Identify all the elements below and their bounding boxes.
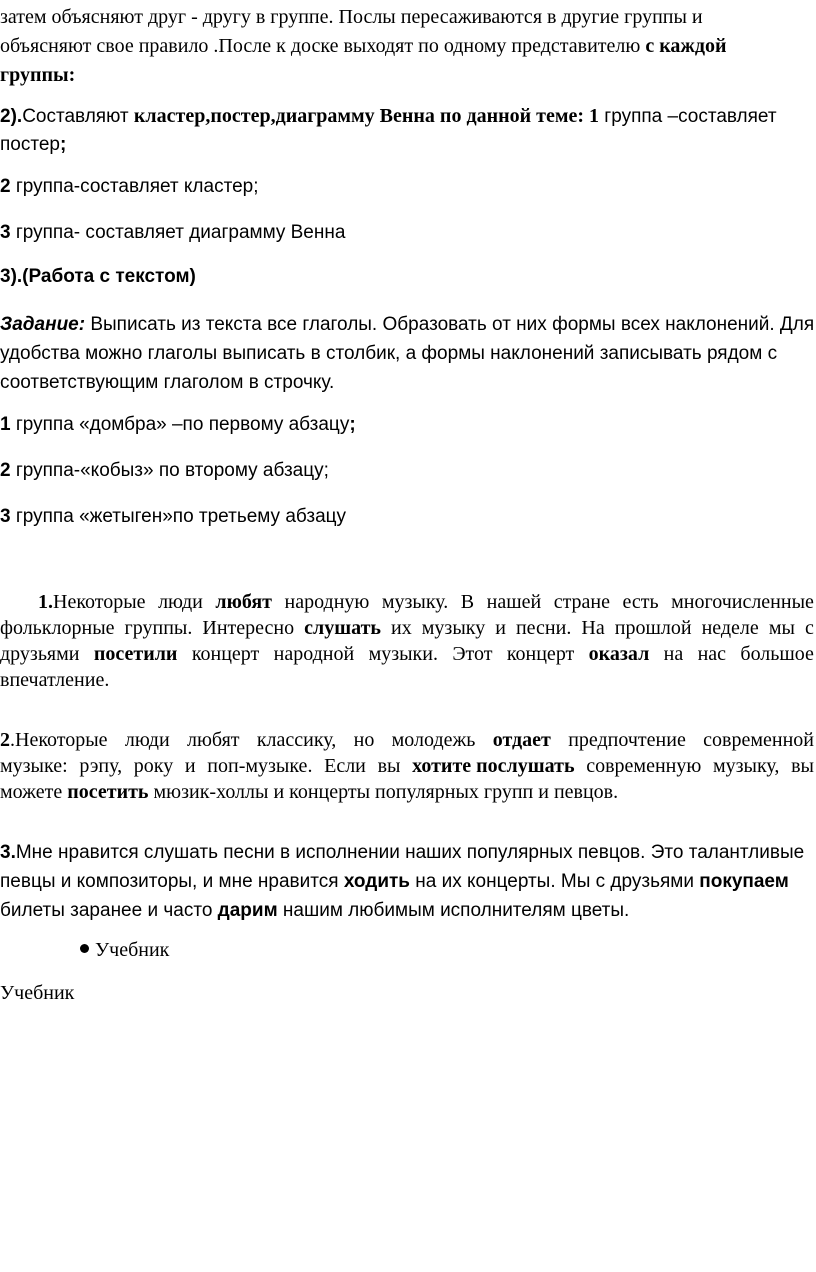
word: вы [377,755,401,777]
word: их [391,617,412,639]
task-line-3 [0,370,334,396]
word: Этот [452,643,493,665]
text: соответствующим глаголом в строчку. [0,372,335,393]
group3-line [0,220,345,246]
bold-text: ; [349,414,356,435]
word: на [663,643,684,665]
word: Если [324,755,366,777]
text: группа- составляет диаграмму Венна [10,222,346,243]
text: группа «жетыген»по третьему абзацу [10,506,347,527]
word: На [581,617,605,639]
text: мюзик-холлы и концерты популярных групп и певцов. [148,781,619,803]
word: мы [768,617,795,639]
word-bold: любят [215,591,273,613]
word: В [460,591,475,613]
task-line-2 [0,341,777,367]
word: современную [586,755,702,777]
word-bold: посетили [93,643,178,665]
word-bold: оказал [588,643,650,665]
bold-text: ходить [343,871,410,892]
word: поп-музыке. [207,755,313,777]
text: можете [0,781,68,803]
footer-text [0,980,74,1006]
word-bold: слушать [304,617,381,639]
word: Интересно [202,617,295,639]
para3-line-2 [0,869,789,895]
text: на их концерты. Мы с друзьями [410,871,700,892]
bold-text: посетить [67,781,149,803]
para3-line-3 [0,898,629,924]
task-group2 [0,458,329,484]
word: и [184,755,196,777]
word: нас [697,643,727,665]
word: большое [740,643,814,665]
group2-line [0,174,258,200]
step-number: 2). [0,106,23,127]
word: музыки. [368,643,438,665]
task-line-1 [0,312,814,338]
word: нашей [486,591,542,613]
para1-line-4 [0,667,109,693]
word: предпочтение [568,729,686,751]
word: друзьями [0,643,80,665]
group-number: 1 [0,414,11,435]
bold-text: дарим [217,900,278,921]
para2-line-2 [0,753,814,779]
text: Выписать из текста все глаголы. Образовать от них формы всех наклонений. Для [85,314,815,335]
text: удобства можно глаголы выписать в столбик, а формы наклонений записывать рядом с [0,343,778,364]
word: но [353,729,375,751]
word-bold: хотите послушать [412,755,575,777]
task-group1 [0,412,356,438]
para3-line-1 [0,840,804,866]
para1-line-1 [38,589,814,615]
intro-line-3 [0,62,75,88]
word: с [804,617,814,639]
word: концерт [506,643,575,665]
bold-text: с каждой [645,35,727,57]
group-number: 2 [0,176,11,197]
task-group3 [0,504,346,530]
word-bold: отдает [492,729,551,751]
word: 2.Некоторые [0,729,108,751]
bold-text: кластер, [133,105,211,127]
word: фольклорные [0,617,115,639]
bold-text: покупаем [699,871,789,892]
word: многочисленные [671,591,814,613]
para1-line-3 [0,641,814,667]
step2-line-1 [0,103,777,130]
word: стране [553,591,611,613]
text: Мне нравится слушать песни в исполнении наших популярных певцов. Это талантливые [15,842,805,863]
bold-text: группы: [0,64,76,86]
group-number: 2 [0,460,11,481]
word: музыку. [381,591,449,613]
word: молодежь [391,729,476,751]
text: Составляют [22,106,134,127]
bold-text: постер, [210,105,276,127]
para-number: 3. [0,842,16,863]
text: певцы и композиторы, и мне нравится [0,871,344,892]
word: неделе [701,617,759,639]
word: классику, [256,729,337,751]
word: прошлой [614,617,692,639]
word: року [133,755,174,777]
group-number: 3 [0,222,11,243]
text: впечатление. [0,669,110,691]
word: народной [273,643,355,665]
step3-title [0,264,196,290]
word: и [495,617,506,639]
word: любят [186,729,240,751]
word: музыке: [0,755,68,777]
word: концерт [191,643,260,665]
intro-line-2 [0,33,727,59]
word: 1.Некоторые [38,591,146,613]
bullet-text: Учебник [95,939,170,961]
word: группы. [124,617,193,639]
group-number: 3 [0,506,11,527]
text: затем объясняют друг - другу в группе. Послы пересаживаются в другие группы и [0,6,703,28]
para2-line-3 [0,779,618,805]
word: музыку, [712,755,780,777]
bullet-icon [80,944,89,953]
text: нашим любимым исполнителям цветы. [277,900,630,921]
text: группа-«кобыз» по второму абзацу; [10,460,329,481]
text: группа «домбра» –по первому абзацу [10,414,350,435]
word: песни. [515,617,572,639]
task-label: Задание: [0,314,86,335]
word: вы [791,755,814,777]
text: объясняют свое правило .После к доске выходят по одному представителю [0,35,646,57]
word: люди [158,591,203,613]
word: современной [703,729,814,751]
word: есть [622,591,659,613]
text: билеты заранее и часто [0,900,218,921]
word: музыку [421,617,486,639]
step2-line-2 [0,132,66,158]
bold-text: 3).(Работа с текстом) [0,266,196,287]
word: люди [124,729,170,751]
bullet-item [80,937,169,963]
para1-line-2 [0,615,814,641]
intro-line-1 [0,4,703,30]
word: народную [284,591,370,613]
word: рэпу, [79,755,123,777]
text: постер [0,134,60,155]
bold-text: диаграмму Венна по данной теме: 1 [275,105,600,127]
bold-text: ; [59,134,67,155]
para2-line-1 [0,727,814,753]
text: группа-составляет кластер; [10,176,259,197]
text: Учебник [0,982,75,1004]
text: группа –составляет [599,106,777,127]
